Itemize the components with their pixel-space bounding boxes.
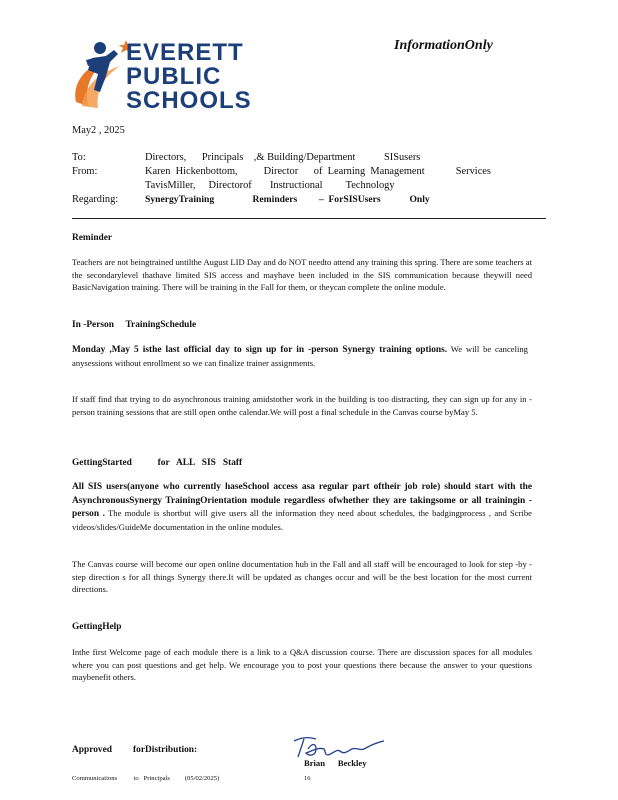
logo-line-everett: EVERETT: [126, 39, 244, 66]
module-description: The module is shortbut will give users all the information they need about schedules, the badgingprocess , and Scribe videos/slides/GuideMe documentation in the online modules.: [72, 508, 532, 532]
canvas-course-paragraph: The Canvas course will become our open online documentation hub in the Fall and all staff will be encouraged to look for step -by -step direction s for all things Synergy there.It will be updated as changes occur and will be the best location for the most current directions.: [72, 559, 532, 594]
header-divider: [72, 218, 546, 219]
getting-help-text: Inthe first Welcome page of each module there is a link to a Q&A discussion course. There are discussion spaces for all modules where you can post questions and get help. We encourage you to post your questions there because the answer to your questions maybenefit others.: [72, 647, 532, 682]
information-only-label: InformationOnly: [394, 38, 493, 53]
memo-date: May2 , 2025: [72, 125, 125, 136]
regarding-value: SynergyTraining Reminders – ForSISUsers Only: [145, 194, 430, 205]
from-label: From:: [72, 166, 98, 177]
in-person-paragraph: [72, 343, 528, 369]
regarding-label: Regarding:: [72, 194, 119, 205]
getting-started-paragraph: [72, 480, 532, 533]
district-logo: [70, 36, 255, 112]
reminder-text: Teachers are not beingtrained untilthe August LID Day and do NOT needto attend any training this spring. There are some teachers at the secondarylevel thathave limited SIS access and mayhave been included in the SIS communication because theywill need BasicNavigation training. There will be training in the Fall for them, or theycan complete the online module.: [72, 257, 532, 292]
logo-line-schools: SCHOOLS: [126, 87, 252, 114]
getting-started-heading: GettingStarted for ALL SIS Staff: [72, 458, 243, 468]
all-users-instruction: All SIS users(anyone who currently haseSchool access asa regular part oftheir job role) should start with the AsynchronousSynergy TrainingOrientation module regardless ofwhether they are takingsome or all trainingin -person .: [72, 482, 532, 519]
reminder-heading: Reminder: [72, 233, 113, 243]
from-value-line1: Karen Hickenbottom, Director of Learning Management Services: [145, 166, 491, 177]
sign-up-deadline-text: Monday ,May 5 isthe last official day to sign up for in -person Synergy training options.: [72, 345, 448, 355]
footer-communications: Communications to Principals (05/02/2025): [72, 775, 220, 782]
to-label: To:: [72, 152, 86, 163]
signer-name: Brian Beckley: [304, 758, 367, 768]
in-person-paragraph-2: If staff find that trying to do asynchronous training amidstother work in the building is too distracting, they can sign up for any in -person training sessions that are still open onthe calendar.We will post a final schedule in the Canvas course byMay 5.: [72, 394, 532, 417]
signature-icon: [290, 733, 390, 761]
from-value-line2: TavisMiller, Directorof Instructional Technology: [145, 180, 395, 191]
in-person-heading: In -Person TrainingSchedule: [72, 320, 197, 330]
approved-for-distribution: Approved forDistribution:: [72, 745, 198, 755]
to-value: Directors, Principals ,& Building/Department SISusers: [145, 152, 421, 163]
logo-line-public: PUBLIC: [126, 63, 222, 90]
canceling-text: We will be canceling anysessions without enrollment so we can finalize trainer assignments.: [72, 344, 528, 368]
page-number: 16: [304, 775, 311, 782]
getting-help-heading: GettingHelp: [72, 622, 122, 632]
